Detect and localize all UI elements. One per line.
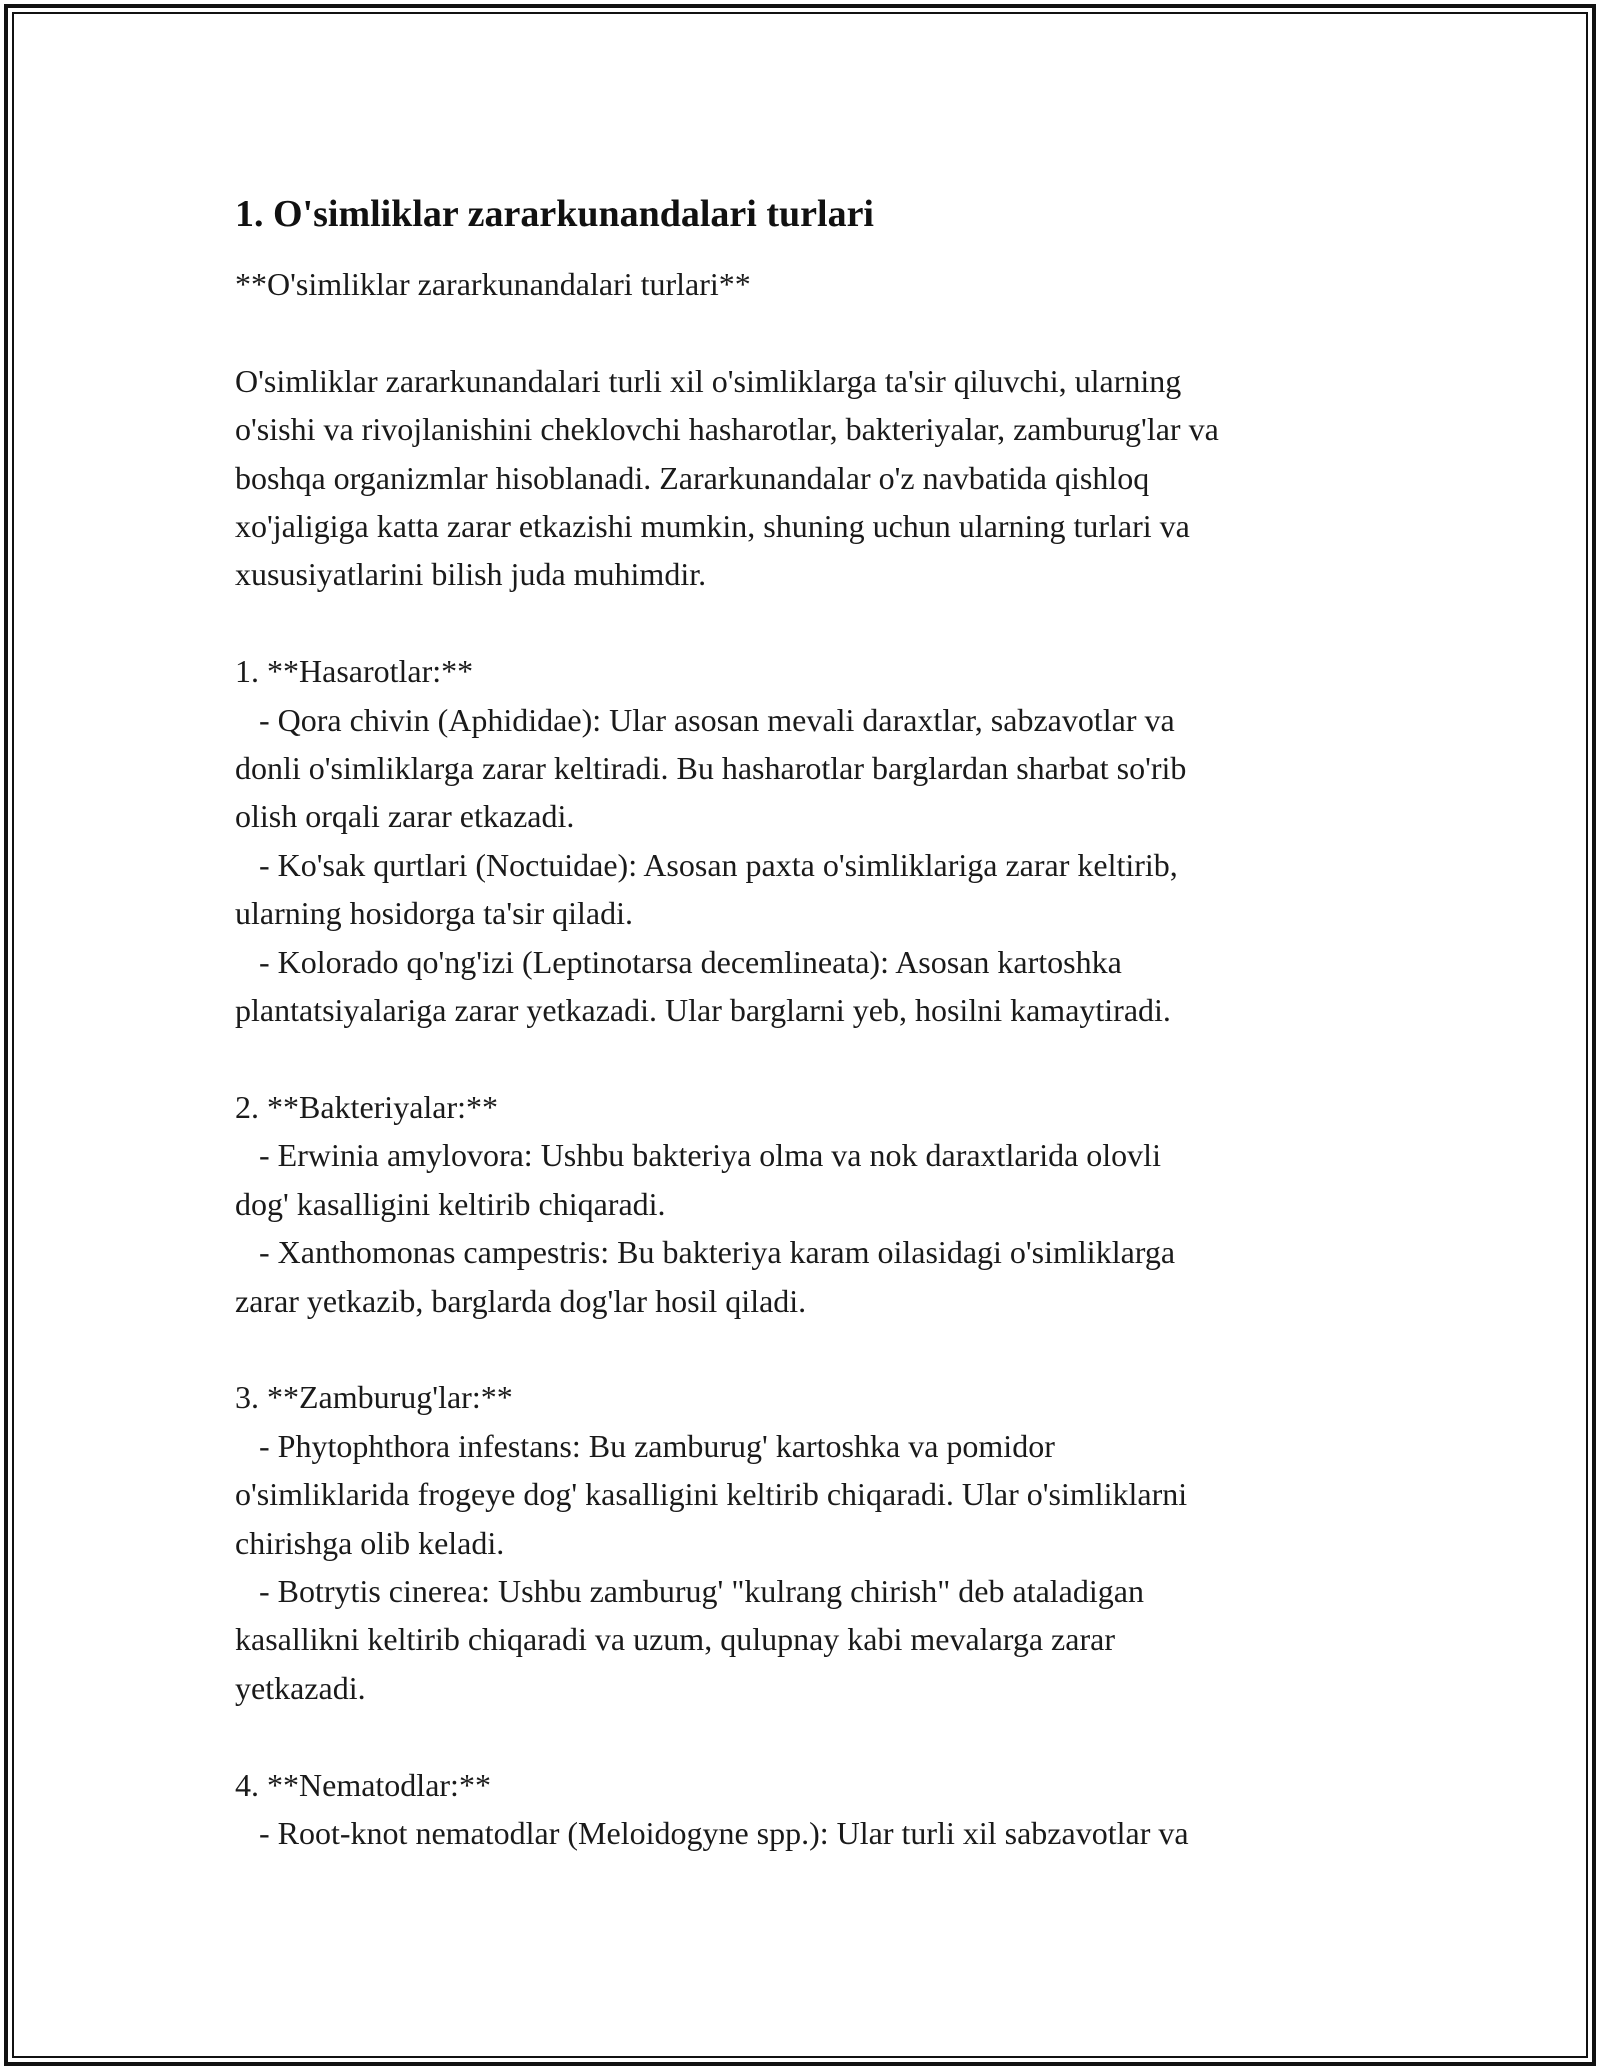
document-title: 1. O'simliklar zararkunandalari turlari xyxy=(235,193,874,235)
document-body: **O'simliklar zararkunandalari turlari** O'simliklar zararkunandalari turli xil o'simliklarga ta'sir qiluvchi, ularning o'sishi va rivojlanishini cheklovchi hasharotlar, bakteriyalar, zamburug'lar va boshqa organizmlar hisoblanadi. Zararkunandalar o'z navbatida qishloq xo'jaligiga katta zarar etkazishi mumkin, shuning uchun ularning turlari va xususiyatlarini bilish juda muhimdir. 1. **Hasarotlar:** - Qora chivin (Aphididae): Ular asosan mevali daraxtlar, sabzavotlar va donli o'simliklarga zarar keltiradi. Bu hasharotlar barglardan sharbat so'rib olish orqali zarar etkazadi. - Ko'sak qurtlari (Noctuidae): Asosan paxta o'simliklariga zarar keltirib, ularning hosidorga ta'sir qiladi. - Kolorado qo'ng'izi (Leptinotarsa decemlineata): Asosan kartoshka plantatsiyalariga zarar yetkazadi. Ular barglarni yeb, hosilni kamaytiradi. 2. **Bakteriyalar:** - Erwinia amylovora: Ushbu bakteriya olma va nok daraxtlarida olovli dog' kasalligini keltirib chiqaradi. - Xanthomonas campestris: Bu bakteriya karam oilasidagi o'simliklarga zarar yetkazib, barglarda dog'lar hosil qiladi. 3. **Zamburug'lar:** - Phytophthora infestans: Bu zamburug' kartoshka va pomidor o'simliklarida frogeye dog' kasalligini keltirib chiqaradi. Ular o'simliklarni chirishga olib keladi. - Botrytis cinerea: Ushbu zamburug' "kulrang chirish" deb ataladigan kasallikni keltirib chiqaradi va uzum, qulupnay kabi mevalarga zarar yetkazadi. 4. **Nematodlar:** - Root-knot nematodlar (Meloidogyne spp.): Ular turli xil sabzavotlar va xyxy=(235,266,1219,1851)
document-page xyxy=(235,186,1385,1857)
